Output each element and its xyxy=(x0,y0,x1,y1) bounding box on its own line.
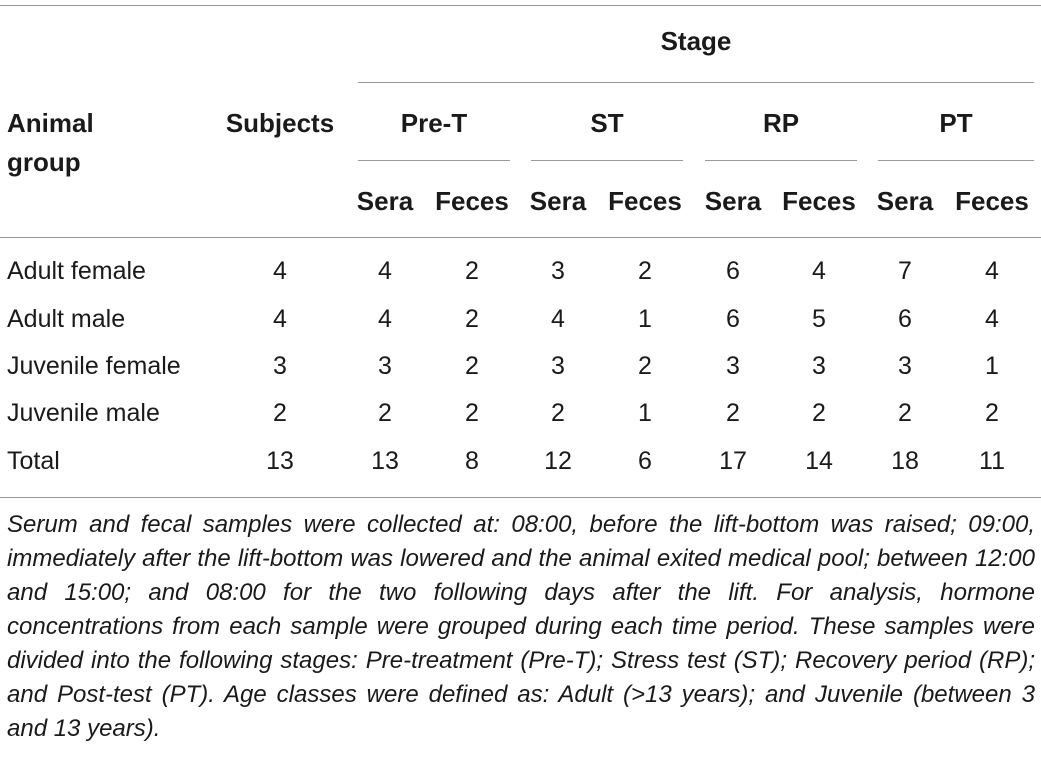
animal-group-header-line1: Animal xyxy=(7,108,94,138)
table-cell: 3 xyxy=(273,352,287,380)
subcol-feces: Feces xyxy=(955,186,1029,216)
table-cell: 17 xyxy=(719,447,747,475)
table-cell: 4 xyxy=(985,305,999,333)
table-cell: 14 xyxy=(805,447,833,475)
subcol-sera: Sera xyxy=(356,186,414,216)
subjects-header: Subjects xyxy=(225,108,335,138)
table-cell: 2 xyxy=(378,399,392,427)
table-cell: 11 xyxy=(979,447,1005,475)
table-cell: 4 xyxy=(551,305,565,333)
table-cell: 18 xyxy=(891,447,919,475)
table-cell: 2 xyxy=(638,257,652,285)
row-label: Juvenile female xyxy=(7,352,181,380)
table-cell: 2 xyxy=(465,305,479,333)
header-bottom-rule xyxy=(0,237,1041,238)
table-cell: 1 xyxy=(985,352,999,380)
stage-st-header: ST xyxy=(590,108,624,138)
table-cell: 13 xyxy=(371,447,399,475)
table-cell: 12 xyxy=(544,447,572,475)
table-footnote: Serum and fecal samples were collected at: 08:00, before the lift-bottom was raised; 09:00, immediately after the lift-bottom was lowered and the animal exited medical pool; between 12:00 and 15:00; and 08:00 for the two following days after the lift. For analysis, hormone concentrations from each sample were grouped during each time period. These samples were divided into the following stages: Pre-treatment (Pre-T); Stress test (ST); Recovery period (RP); and Post-test (PT). Age classes were defined as: Adult (>13 years); and Juvenile (between 3 and 13 years). xyxy=(7,511,1035,742)
stage-rule xyxy=(358,82,1034,83)
table-cell: 2 xyxy=(551,399,565,427)
pt-rule xyxy=(878,160,1034,161)
stage-pre-t-header: Pre-T xyxy=(400,108,468,138)
subcol-sera: Sera xyxy=(876,186,934,216)
row-label: Adult female xyxy=(7,257,146,285)
table-cell: 2 xyxy=(985,399,999,427)
row-label: Juvenile male xyxy=(7,399,160,427)
pre-t-rule xyxy=(358,160,510,161)
table-cell: 5 xyxy=(812,305,826,333)
table-cell: 1 xyxy=(638,305,652,333)
table-cell: 2 xyxy=(465,399,479,427)
rp-rule xyxy=(705,160,857,161)
subcol-feces: Feces xyxy=(435,186,509,216)
subcol-feces: Feces xyxy=(608,186,682,216)
stage-pt-header: PT xyxy=(939,108,973,138)
table-cell: 2 xyxy=(812,399,826,427)
table-cell: 3 xyxy=(378,352,392,380)
st-rule xyxy=(531,160,683,161)
table-cell: 6 xyxy=(638,447,652,475)
table-cell: 2 xyxy=(638,352,652,380)
table-cell: 3 xyxy=(812,352,826,380)
table-cell: 4 xyxy=(273,305,287,333)
table-cell: 8 xyxy=(465,447,479,475)
table-cell: 3 xyxy=(898,352,912,380)
table-cell: 4 xyxy=(273,257,287,285)
table-cell: 13 xyxy=(266,447,294,475)
table-cell: 6 xyxy=(726,305,740,333)
table-cell: 1 xyxy=(638,399,652,427)
row-label: Adult male xyxy=(7,305,126,333)
stage-rp-header: RP xyxy=(762,108,800,138)
table-bottom-rule xyxy=(0,497,1041,498)
stage-header: Stage xyxy=(660,26,732,56)
row-label: Total xyxy=(7,447,60,475)
subcol-sera: Sera xyxy=(704,186,762,216)
table-cell: 3 xyxy=(551,352,565,380)
table-cell: 4 xyxy=(378,305,392,333)
table-cell: 4 xyxy=(985,257,999,285)
table-cell: 3 xyxy=(726,352,740,380)
subcol-sera: Sera xyxy=(529,186,587,216)
table-cell: 2 xyxy=(726,399,740,427)
subcol-feces: Feces xyxy=(782,186,856,216)
table-cell: 2 xyxy=(465,352,479,380)
table-cell: 6 xyxy=(726,257,740,285)
table-cell: 2 xyxy=(898,399,912,427)
table-cell: 3 xyxy=(551,257,565,285)
table-cell: 7 xyxy=(898,257,912,285)
table-cell: 4 xyxy=(378,257,392,285)
table-cell: 2 xyxy=(273,399,287,427)
table-cell: 2 xyxy=(465,257,479,285)
table-cell: 6 xyxy=(898,305,912,333)
animal-group-header-line2: group xyxy=(7,147,81,177)
top-rule xyxy=(0,5,1041,6)
table-cell: 4 xyxy=(812,257,826,285)
